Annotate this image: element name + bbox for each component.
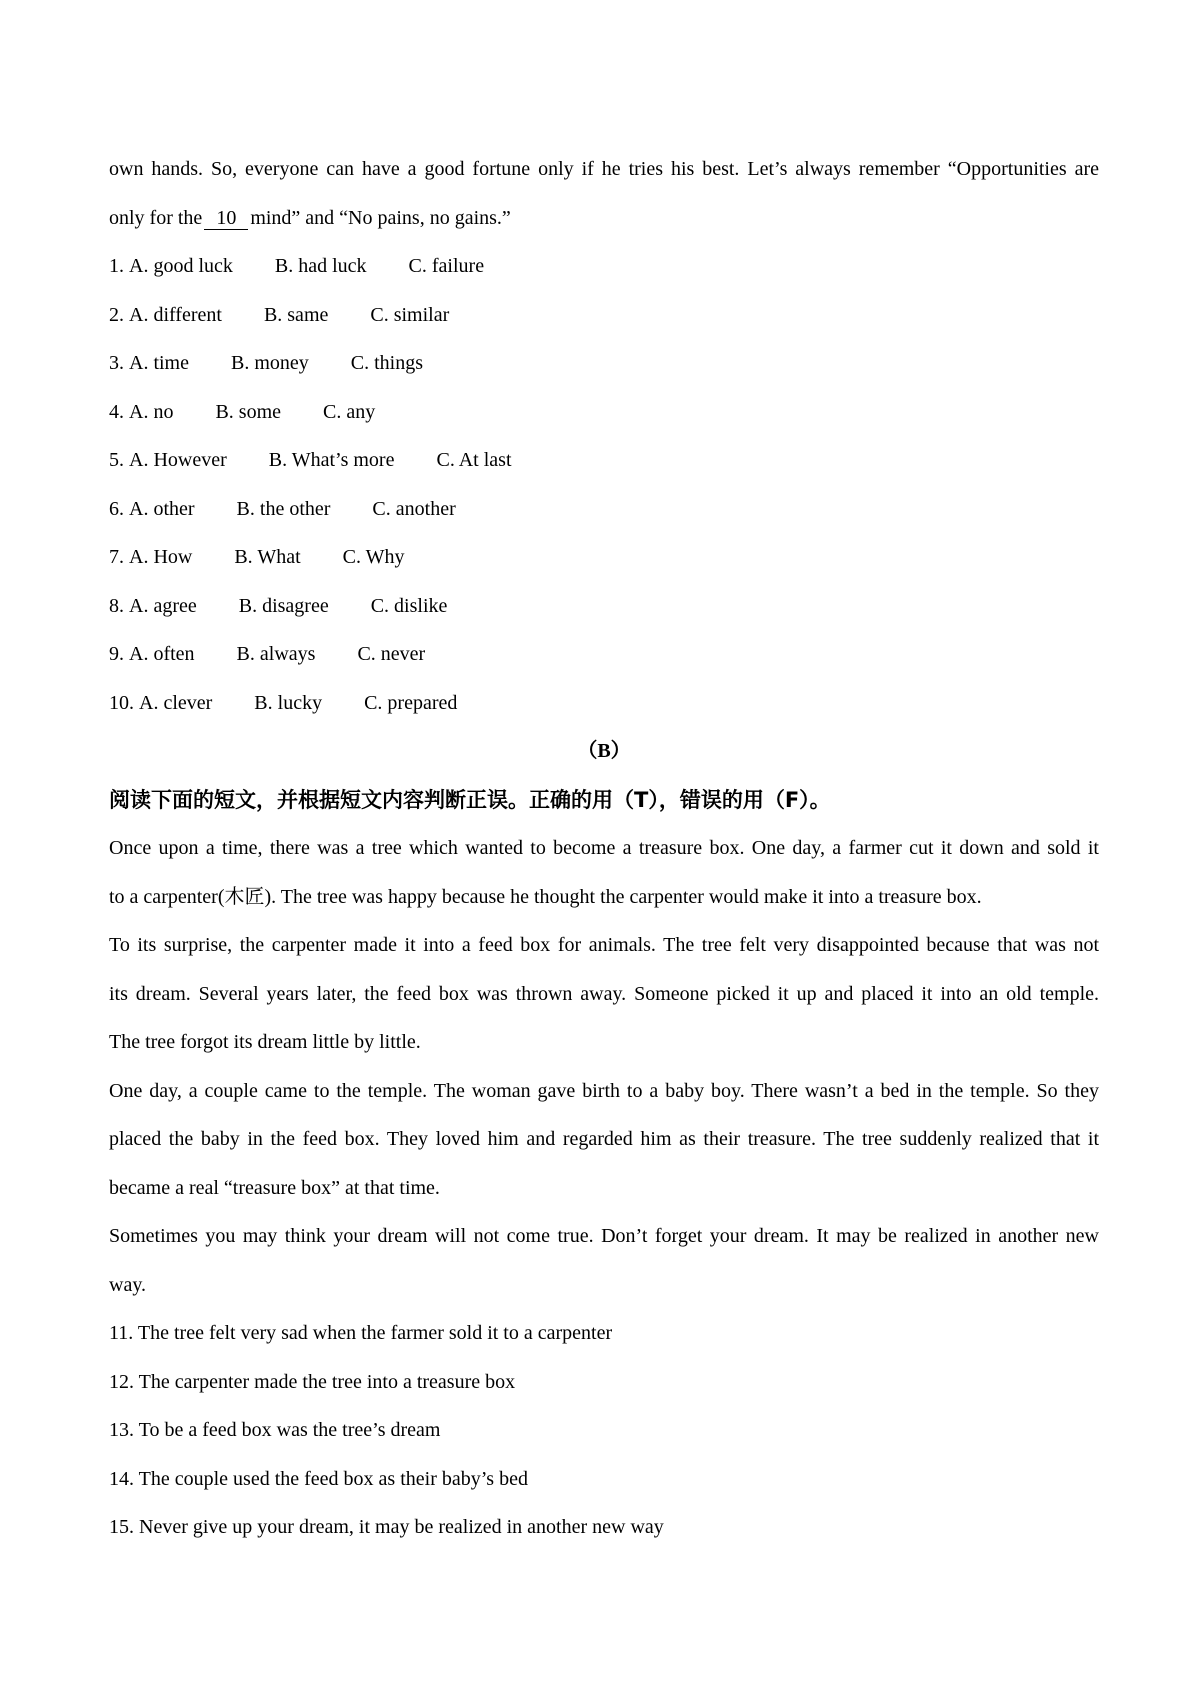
question-number: 8.	[109, 594, 124, 617]
question-number: 9.	[109, 643, 124, 665]
statement-item: 15. Never give up your dream, it may be realized in another new way	[109, 1516, 664, 1538]
option-c: C. failure	[408, 255, 485, 277]
option-a: A. How	[129, 546, 193, 568]
option-a: A. agree	[129, 594, 197, 617]
option-c: C. any	[323, 400, 376, 423]
option-a: A. different	[129, 303, 222, 326]
passage-a-line-1: own hands. So, everyone can have a good fortune only if he tries his best. Let’s always remember “Opportunities are	[109, 158, 1099, 180]
option-c: C. never	[357, 643, 426, 665]
option-c: C. another	[372, 497, 456, 520]
passage-b-line: The tree forgot its dream little by little.	[109, 1031, 421, 1053]
passage-b-line: Sometimes you may think your dream will not come true. Don’t forget your dream. It may be realized in another new	[109, 1225, 1099, 1247]
question-row	[109, 533, 1099, 582]
option-b: B. some	[215, 400, 282, 423]
passage-a-line-2	[109, 194, 1099, 243]
passage-b-line: its dream. Several years later, the feed box was thrown away. Someone picked it up and placed it into an old temple.	[109, 982, 1099, 1005]
question-row	[109, 242, 1099, 291]
option-a: A. time	[129, 352, 189, 374]
question-number: 6.	[109, 497, 124, 520]
question-row	[109, 436, 1099, 485]
statement-item: 13. To be a feed box was the tree’s dream	[109, 1419, 441, 1441]
option-c: C. Why	[342, 546, 405, 568]
question-row	[109, 339, 1099, 388]
passage-b-line: placed the baby in the feed box. They loved him and regarded him as their treasure. The tree suddenly realized that it	[109, 1128, 1099, 1150]
passage-a-line-2-start: only for the	[109, 206, 203, 229]
section-b-instruction: 阅读下面的短文，并根据短文内容判断正误。正确的用（T），错误的用（F）。	[109, 787, 831, 812]
option-c: C. similar	[370, 303, 450, 326]
option-b: B. same	[263, 303, 329, 326]
passage-b-line: Once upon a time, there was a tree which wanted to become a treasure box. One day, a farmer cut it down and sold it	[109, 837, 1099, 859]
option-a: A. other	[129, 497, 195, 520]
question-number: 3.	[109, 352, 124, 374]
question-number: 7.	[109, 546, 124, 568]
option-b: B. had luck	[274, 255, 367, 277]
option-a: A. clever	[139, 691, 213, 714]
option-a: A. no	[129, 400, 174, 423]
question-number: 2.	[109, 303, 124, 326]
statement-item: 11. The tree felt very sad when the farmer sold it to a carpenter	[109, 1322, 613, 1344]
question-row	[109, 679, 1099, 728]
passage-b-line: to a carpenter(木匠). The tree was happy because he thought the carpenter would make it into a treasure box.	[109, 885, 982, 908]
document-page	[109, 145, 1099, 1552]
option-b: B. money	[231, 352, 309, 374]
question-number: 4.	[109, 400, 124, 423]
option-a: A. often	[129, 643, 195, 665]
question-row	[109, 582, 1099, 631]
option-c: C. dislike	[370, 594, 448, 617]
passage-b-line: To its surprise, the carpenter made it into a feed box for animals. The tree felt very disappointed because that was not	[109, 934, 1099, 956]
passage-b-line: way.	[109, 1273, 147, 1296]
passage-b-line: became a real “treasure box” at that time.	[109, 1176, 440, 1199]
statement-item: 14. The couple used the feed box as their baby’s bed	[109, 1467, 528, 1490]
option-a: A. However	[129, 449, 227, 471]
option-a: A. good luck	[129, 255, 233, 277]
option-b: B. always	[236, 643, 316, 665]
question-number: 5.	[109, 449, 124, 471]
passage-a-line-2-end: mind” and “No pains, no gains.”	[250, 206, 511, 229]
statement-item: 12. The carpenter made the tree into a treasure box	[109, 1370, 516, 1393]
section-b-label: （B）	[577, 740, 631, 762]
blank-10: 10	[204, 207, 248, 230]
option-b: B. the other	[236, 497, 331, 520]
question-row	[109, 388, 1099, 437]
question-row	[109, 485, 1099, 534]
option-c: C. prepared	[364, 691, 458, 714]
question-number: 1.	[109, 255, 124, 277]
option-b: B. What’s more	[268, 449, 395, 471]
option-c: C. At last	[436, 449, 512, 471]
question-row	[109, 630, 1099, 679]
question-number: 10.	[109, 691, 134, 714]
option-c: C. things	[350, 352, 424, 374]
option-b: B. disagree	[238, 594, 329, 617]
passage-b-line: One day, a couple came to the temple. The woman gave birth to a baby boy. There wasn’t a bed in the temple. So they	[109, 1079, 1099, 1102]
option-b: B. What	[234, 546, 301, 568]
question-row	[109, 291, 1099, 340]
option-b: B. lucky	[254, 691, 323, 714]
